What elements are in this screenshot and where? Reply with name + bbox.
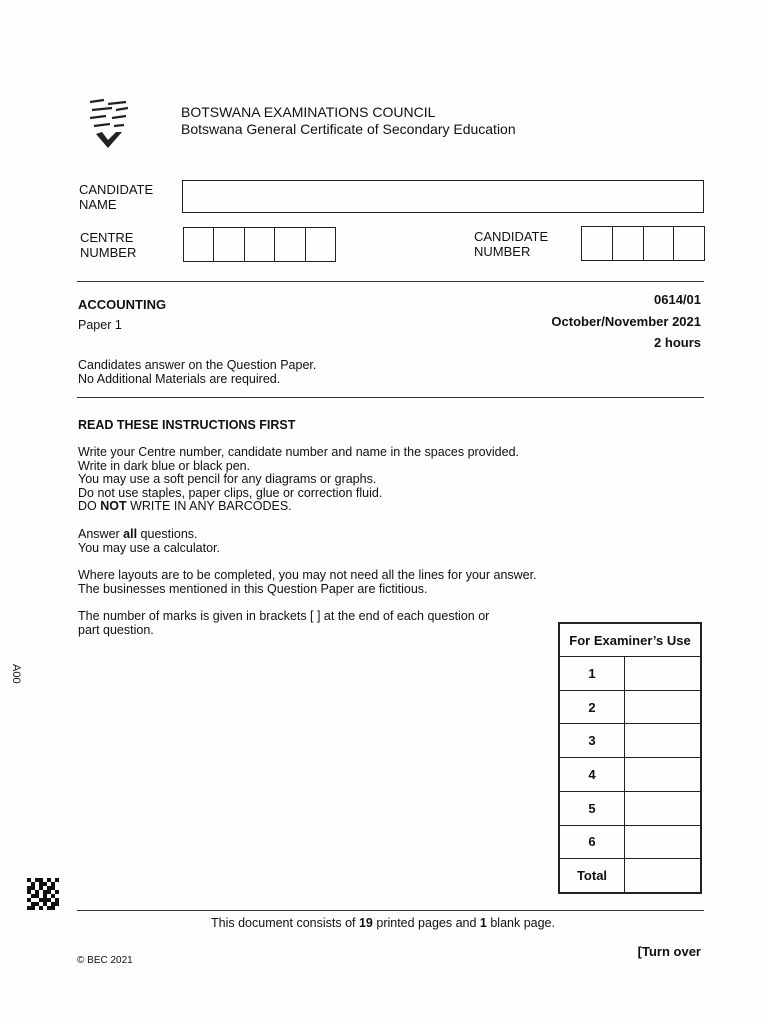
subject-title: ACCOUNTING	[78, 297, 167, 312]
instruction-line: The number of marks is given in brackets [ ] at the end of each question or	[78, 609, 490, 623]
mark-cell[interactable]	[625, 758, 701, 792]
exam-session: October/November 2021	[551, 314, 701, 329]
question-number: 1	[560, 657, 625, 691]
materials-line: Candidates answer on the Question Paper.	[78, 358, 317, 372]
instruction-line	[78, 500, 519, 514]
centre-number-label-line2: NUMBER	[80, 245, 137, 260]
instructions-block-1	[78, 446, 519, 514]
centre-number-digit[interactable]	[306, 228, 335, 261]
footer-text: This document consists of	[211, 916, 359, 930]
examiner-table-title: For Examiner’s Use	[560, 624, 701, 657]
centre-number-digit[interactable]	[245, 228, 275, 261]
candidate-number-label-line1: CANDIDATE	[474, 229, 549, 244]
candidate-number-label	[474, 229, 548, 259]
instructions-block-2	[78, 528, 220, 555]
instruction-emphasis: all	[123, 527, 138, 541]
paper-number: Paper 1	[78, 318, 122, 332]
instructions-block-3	[78, 569, 537, 596]
mark-cell[interactable]	[625, 657, 701, 691]
candidate-number-label-line2: NUMBER	[474, 244, 531, 259]
council-heading	[181, 104, 516, 138]
centre-number-digit[interactable]	[184, 228, 214, 261]
candidate-name-label	[79, 182, 153, 212]
total-cell[interactable]	[625, 859, 701, 893]
side-code: A00	[10, 664, 22, 684]
instruction-line	[78, 528, 220, 542]
council-name: BOTSWANA EXAMINATIONS COUNCIL	[181, 104, 436, 120]
bec-logo-icon	[86, 98, 132, 150]
instructions-heading: READ THESE INSTRUCTIONS FIRST	[78, 418, 296, 432]
instruction-text: WRITE IN ANY BARCODES.	[126, 499, 292, 513]
instruction-line: part question.	[78, 622, 154, 637]
instruction-text: Answer	[78, 527, 124, 541]
question-number: 6	[560, 825, 625, 859]
instruction-text: DO	[78, 499, 101, 513]
centre-number-label	[80, 230, 136, 260]
centre-number-field[interactable]	[183, 227, 336, 262]
divider-middle	[77, 397, 704, 398]
exam-duration: 2 hours	[654, 335, 701, 350]
candidate-name-field[interactable]	[182, 180, 704, 213]
total-label: Total	[560, 859, 625, 893]
mark-cell[interactable]	[625, 791, 701, 825]
question-number: 5	[560, 791, 625, 825]
centre-number-digit[interactable]	[214, 228, 244, 261]
footer-text: printed pages and	[372, 916, 480, 930]
candidate-number-field[interactable]	[581, 226, 705, 261]
instruction-line: The businesses mentioned in this Question Paper are fictitious.	[78, 581, 428, 596]
centre-number-label-line1: CENTRE	[80, 230, 134, 245]
turn-over-note: [Turn over	[637, 944, 701, 959]
instruction-line: You may use a calculator.	[78, 540, 220, 555]
question-number: 3	[560, 724, 625, 758]
certificate-name: Botswana General Certificate of Secondary Education	[181, 121, 516, 137]
candidate-number-digit[interactable]	[674, 227, 704, 260]
mark-cell[interactable]	[625, 825, 701, 859]
footer-blank-count: 1	[479, 916, 487, 930]
candidate-name-label-line2: NAME	[79, 197, 117, 212]
candidate-number-digit[interactable]	[582, 227, 613, 260]
instruction-line: Write in dark blue or black pen.	[78, 458, 251, 473]
examiner-use-table	[558, 622, 702, 894]
paper-code: 0614/01	[654, 292, 701, 307]
mark-cell[interactable]	[625, 724, 701, 758]
instruction-line: Do not use staples, paper clips, glue or correction fluid.	[78, 485, 383, 500]
divider-bottom	[77, 910, 704, 911]
barcode-icon	[27, 878, 59, 910]
footer-text: blank page.	[486, 916, 555, 930]
copyright: © BEC 2021	[77, 955, 133, 966]
instruction-text: questions.	[137, 527, 198, 541]
footer-page-count: 19	[358, 916, 373, 930]
instruction-emphasis: NOT	[100, 499, 127, 513]
candidate-number-digit[interactable]	[613, 227, 644, 260]
page-count-note	[211, 916, 555, 930]
candidate-name-label-line1: CANDIDATE	[79, 182, 154, 197]
instruction-line: Write your Centre number, candidate number and name in the spaces provided.	[78, 445, 519, 459]
question-number: 4	[560, 758, 625, 792]
instructions-block-4	[78, 610, 489, 637]
question-number: 2	[560, 690, 625, 724]
candidate-number-digit[interactable]	[644, 227, 675, 260]
mark-cell[interactable]	[625, 690, 701, 724]
instruction-line: You may use a soft pencil for any diagrams or graphs.	[78, 472, 377, 486]
centre-number-digit[interactable]	[275, 228, 305, 261]
divider-top	[77, 281, 704, 282]
materials-line: No Additional Materials are required.	[78, 371, 281, 386]
instruction-line: Where layouts are to be completed, you may not need all the lines for your answer.	[78, 568, 537, 582]
materials-note	[78, 359, 316, 386]
